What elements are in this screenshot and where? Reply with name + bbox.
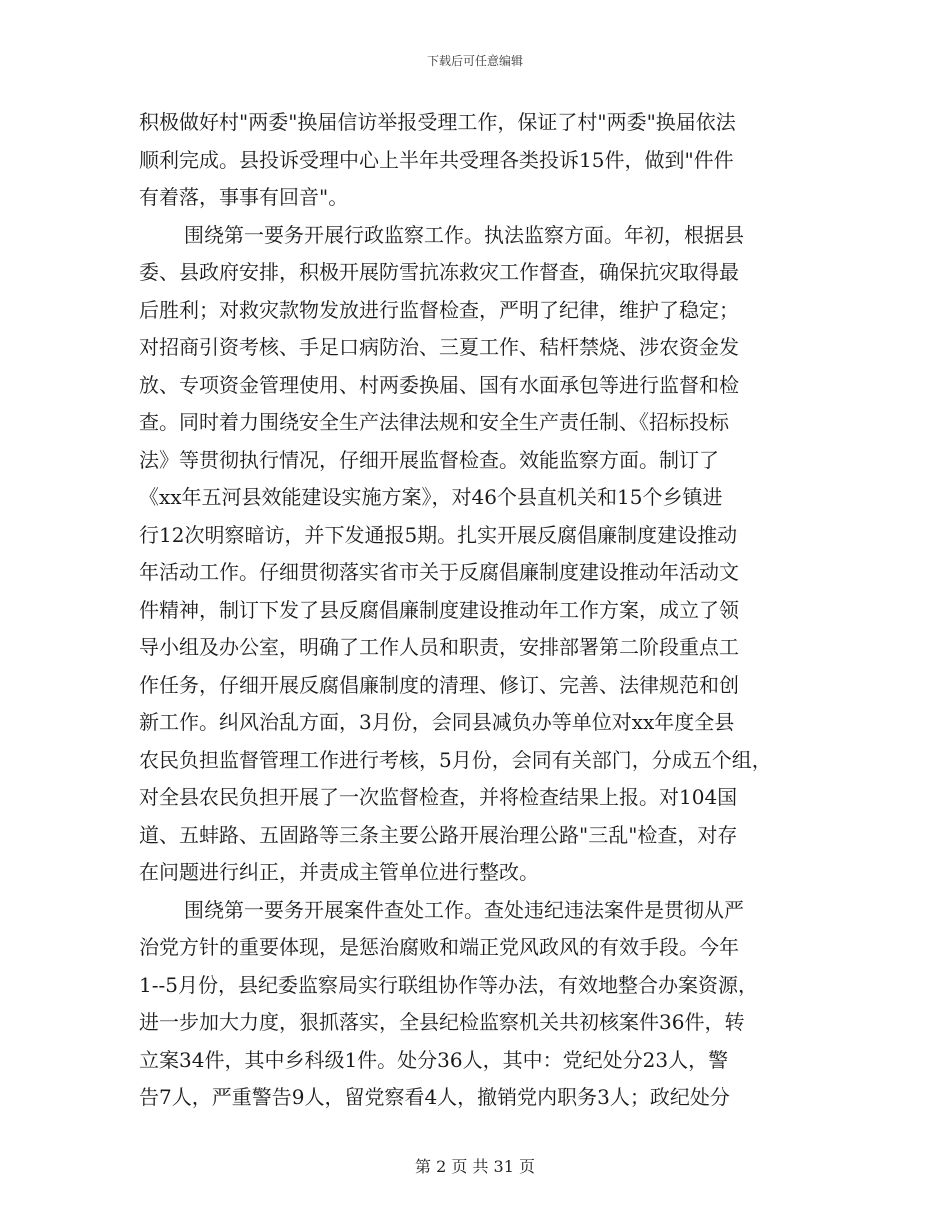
paragraph-start-line: 围绕第一要务开展案件查处工作。查处违纪违法案件是贯彻从严 — [184, 897, 744, 922]
text-line: 对全县农民负担开展了一次监督检查，并将检查结果上报。对104国 — [139, 785, 738, 809]
text-line: 道、五蚌路、五固路等三条主要公路开展治理公路"三乱"检查，对存 — [139, 822, 738, 847]
text-line: 积极做好村"两委"换届信访举报受理工作，保证了村"两委"换届依法 — [139, 110, 736, 134]
text-line: 行12次明察暗访，并下发通报5期。扎实开展反腐倡廉制度建设推动 — [139, 522, 738, 547]
text-line: 1--5月份，县纪委监察局实行联组协作等办法，有效地整合办案资源， — [139, 972, 758, 997]
document-body — [139, 104, 829, 1117]
text-line: 对招商引资考核、手足口病防治、三夏工作、秸杆禁烧、涉农资金发 — [139, 335, 739, 359]
text-line: 委、县政府安排，积极开展防雪抗冻救灾工作督查，确保抗灾取得最 — [139, 260, 739, 284]
text-line: 告7人，严重警告9人，留党察看4人，撤销党内职务3人；政纪处分 — [139, 1085, 730, 1109]
text-line: 立案34件，其中乡科级1件。处分36人，其中：党纪处分23人，警 — [139, 1047, 729, 1072]
text-line: 农民负担监督管理工作进行考核，5月份，会同有关部门，分成五个组， — [139, 747, 772, 772]
text-line: 作任务，仔细开展反腐倡廉制度的清理、修订、完善、法律规范和创 — [139, 672, 739, 697]
text-line: 导小组及办公室，明确了工作人员和职责，安排部署第二阶段重点工 — [139, 635, 739, 659]
text-line: 放、专项资金管理使用、村两委换届、国有水面承包等进行监督和检 — [139, 372, 739, 397]
page-header: 下载后可任意编辑 — [426, 54, 523, 68]
text-line: 进一步加大力度，狠抓落实，全县纪检监察机关共初核案件36件，转 — [139, 1010, 745, 1034]
text-line: 有着落，事事有回音"。 — [139, 185, 349, 209]
text-line: 后胜利；对救灾款物发放进行监督检查，严明了纪律，维护了稳定； — [139, 297, 739, 322]
text-line: 查。同时着力围绕安全生产法律法规和安全生产责任制、《招标投标 — [139, 410, 729, 434]
text-line: 法》等贯彻执行情况，仔细开展监督检查。效能监察方面。制订了 — [139, 447, 719, 472]
text-line: 新工作。纠风治乱方面，3月份，会同县减负办等单位对xx年度全县 — [139, 710, 735, 734]
text-line: 年活动工作。仔细贯彻落实省市关于反腐倡廉制度建设推动年活动文 — [139, 560, 739, 584]
text-line: 《xx年五河县效能建设实施方案》，对46个县直机关和15个乡镇进 — [139, 485, 723, 509]
paragraph-start-line: 围绕第一要务开展行政监察工作。执法监察方面。年初，根据县 — [184, 222, 744, 247]
text-line: 件精神，制订下发了县反腐倡廉制度建设推动年工作方案，成立了领 — [139, 597, 739, 622]
text-line: 顺利完成。县投诉受理中心上半年共受理各类投诉15件，做到"件件 — [139, 147, 734, 172]
text-line: 在问题进行纠正，并责成主管单位进行整改。 — [139, 860, 539, 884]
page-footer: 第 2 页 共 31 页 — [415, 1157, 535, 1176]
text-line: 治党方针的重要体现，是惩治腐败和端正党风政风的有效手段。今年 — [139, 935, 739, 959]
